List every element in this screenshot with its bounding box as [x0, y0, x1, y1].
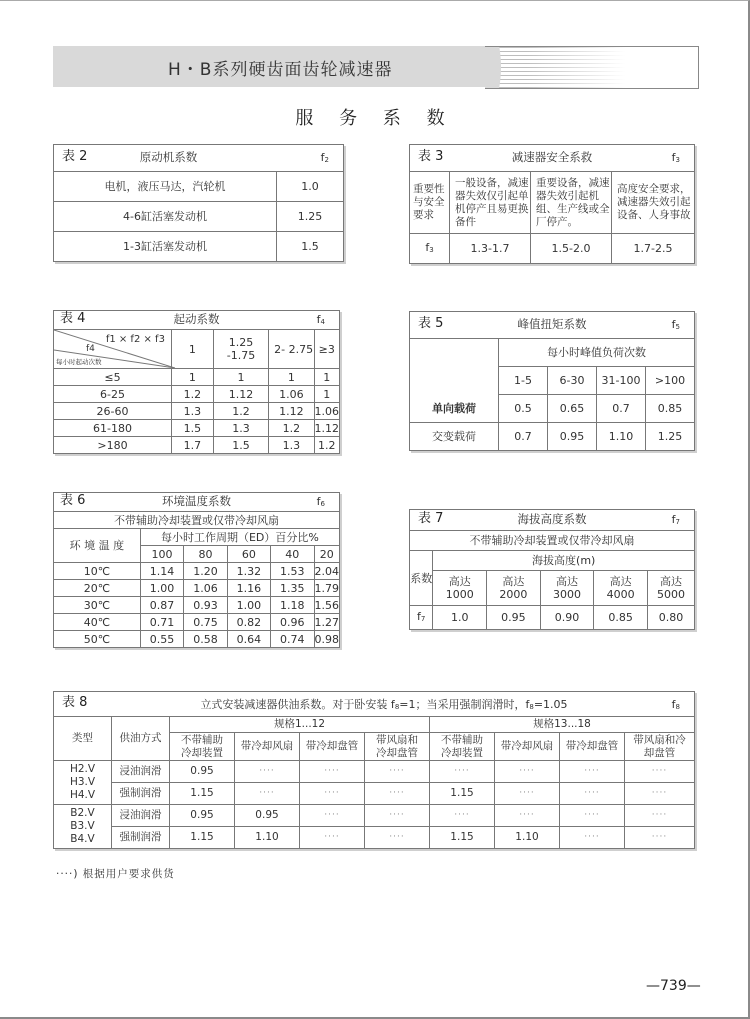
table-number: 表 6	[60, 493, 86, 508]
column-header: 带风扇和冷却盘管	[625, 733, 695, 761]
table-2	[53, 144, 344, 262]
cell: 0.65	[548, 395, 597, 423]
table-row	[54, 580, 340, 597]
table-row	[54, 563, 340, 580]
column-header: 6-30	[548, 367, 597, 395]
cell: ····	[300, 783, 365, 805]
row-value: 1.5	[277, 232, 344, 262]
type-cell: H2.V H3.V H4.V	[54, 761, 112, 805]
cell: 1	[314, 369, 340, 386]
cell: 2.04	[314, 564, 339, 578]
cell: 0.64	[227, 631, 270, 648]
cell: 1	[171, 369, 213, 386]
cell: 0.95	[170, 761, 235, 783]
row-label: 6-25	[54, 386, 172, 403]
table-row	[410, 395, 695, 423]
cell: 0.90	[540, 606, 594, 630]
cell: 1.5	[213, 437, 268, 454]
cell: 1.12	[314, 421, 339, 435]
banner-curve	[485, 46, 501, 89]
cell: 0.58	[184, 631, 227, 648]
cell: 0.95	[548, 423, 597, 451]
table-symbol: $f_8$	[671, 698, 680, 711]
oil-cell: 浸油润滑	[112, 761, 170, 783]
cell: ····	[625, 805, 695, 827]
column-header: 高达 5000	[648, 571, 695, 606]
cell: 1.10	[235, 827, 300, 849]
cell: 1	[269, 369, 314, 386]
cell: ····	[235, 761, 300, 783]
column-header: 1	[171, 330, 213, 369]
row-label: 交变载荷	[410, 423, 499, 451]
cell: ····	[560, 783, 625, 805]
value-cell: 1.5-2.0	[531, 234, 612, 264]
oil-cell: 强制润滑	[112, 783, 170, 805]
corner-mid-label: f4	[86, 344, 95, 354]
row-label: 20℃	[54, 580, 141, 597]
row-label: 10℃	[54, 563, 141, 580]
cell: ····	[625, 761, 695, 783]
banner-striped-panel	[485, 46, 699, 89]
column-header: 高达 1000	[433, 571, 487, 606]
column-header: 带冷却风扇	[495, 733, 560, 761]
table-row	[54, 761, 695, 783]
cell: ····	[365, 761, 430, 783]
table-row	[410, 606, 695, 630]
table-symbol: $f_5$	[671, 318, 680, 331]
cell: ····	[365, 827, 430, 849]
cell: 0.5	[499, 395, 548, 423]
type-cell: B2.V B3.V B4.V	[54, 805, 112, 849]
cell: 1.79	[314, 581, 339, 595]
table-row	[54, 420, 340, 437]
cell: 0.95	[170, 805, 235, 827]
cell: 1.15	[430, 827, 495, 849]
cell: 0.87	[140, 597, 183, 614]
category-cell: 一般设备，减速器失效仅引起单机停产且易更换备件	[450, 172, 531, 234]
cell: 0.71	[140, 614, 183, 631]
column-header: 高达 3000	[540, 571, 594, 606]
column-header-oil: 供油方式	[112, 717, 170, 761]
table-title: 峰值扭矩系数	[517, 317, 587, 331]
cell: ····	[560, 827, 625, 849]
row-label: 单向载荷	[410, 395, 499, 423]
row-label: 4-6缸活塞发动机	[54, 202, 277, 232]
table-number: 表 8	[62, 695, 88, 710]
cell: 0.7	[597, 395, 646, 423]
cell: 1.12	[213, 386, 268, 403]
value-cell: 1.7-2.5	[612, 234, 695, 264]
column-header: 高达 2000	[487, 571, 541, 606]
cell: 1.00	[227, 597, 270, 614]
cell: ····	[300, 827, 365, 849]
column-header: 高达 4000	[594, 571, 648, 606]
table-row	[54, 805, 695, 827]
cell: 0.75	[184, 614, 227, 631]
cell: 1.25	[646, 423, 695, 451]
cell: ····	[495, 761, 560, 783]
group-header: 海拔高度(m)	[433, 551, 695, 571]
corner-header	[54, 330, 171, 368]
table-row	[54, 202, 344, 232]
cell: ····	[625, 783, 695, 805]
cell: 1.56	[314, 598, 339, 612]
column-header: 1.25 -1.75	[213, 330, 268, 369]
cell: 0.82	[227, 614, 270, 631]
table-row	[54, 631, 340, 648]
cell: ····	[235, 783, 300, 805]
table-8	[53, 691, 695, 849]
table-row	[54, 403, 340, 420]
value-cell: 1.3-1.7	[450, 234, 531, 264]
cell: ····	[560, 761, 625, 783]
cell: ····	[365, 783, 430, 805]
cell: 1.53	[271, 563, 314, 580]
row-value: 1.0	[277, 172, 344, 202]
cell: 1.06	[314, 404, 339, 418]
table-symbol: $f_7$	[671, 513, 680, 526]
table-row	[54, 827, 695, 849]
table-number: 表 7	[418, 511, 444, 526]
corner-bottom-label: 每小时起动次数	[56, 358, 102, 366]
row-label: 40℃	[54, 614, 141, 631]
cell: 1.06	[184, 580, 227, 597]
group-header: 每小时工作周期（ED）百分比%	[140, 529, 339, 546]
table-title: 起动系数	[173, 312, 220, 326]
cell: 1.32	[227, 563, 270, 580]
table-row	[54, 597, 340, 614]
table-3	[409, 144, 695, 264]
column-header: ≥3	[314, 330, 340, 369]
row-header: 系数	[410, 551, 433, 606]
table-row	[54, 437, 340, 454]
cell: 0.95	[487, 606, 541, 630]
series-title: H・B系列硬齿面齿轮减速器	[168, 60, 393, 80]
row-label: 电机，液压马达，汽轮机	[54, 172, 277, 202]
cell: 1.10	[495, 827, 560, 849]
row-label: 30℃	[54, 597, 141, 614]
table-title: 原动机系数	[139, 150, 198, 164]
cell: 1.15	[170, 827, 235, 849]
value-label: $f_7$	[410, 606, 433, 630]
cell: 0.95	[235, 805, 300, 827]
table-number: 表 4	[60, 311, 86, 326]
table-subtitle: 不带辅助冷却装置或仅带冷却风扇	[410, 531, 695, 551]
table-symbol: $f_2$	[320, 151, 329, 164]
cell: 1.2	[314, 437, 340, 454]
cell: ····	[495, 783, 560, 805]
column-header: 20	[314, 546, 340, 563]
cell: ····	[430, 761, 495, 783]
page-number: —739—	[646, 978, 701, 994]
row-label: 26-60	[54, 403, 172, 420]
cell: 1.3	[213, 420, 268, 437]
cell: 0.96	[271, 614, 314, 631]
cell: 0.98	[314, 632, 339, 646]
cell: ····	[495, 805, 560, 827]
table-row	[54, 783, 695, 805]
row-label: ≤5	[54, 369, 172, 386]
table-6	[53, 492, 340, 648]
row-header: 环 境 温 度	[54, 529, 141, 563]
cell: 1.12	[269, 403, 314, 420]
cell: ····	[365, 805, 430, 827]
cell: ····	[300, 761, 365, 783]
cell: 1	[213, 369, 268, 386]
table-number: 表 3	[418, 149, 444, 164]
cell: 1.3	[269, 437, 314, 454]
row-label: >180	[54, 437, 172, 454]
header-banner	[53, 46, 698, 87]
oil-cell: 强制润滑	[112, 827, 170, 849]
cell: 0.93	[184, 597, 227, 614]
banner-stripes	[485, 47, 625, 88]
table-number: 表 5	[418, 316, 444, 331]
cell: 1.14	[140, 563, 183, 580]
column-header: 40	[271, 546, 314, 563]
table-symbol: $f_3$	[671, 151, 680, 164]
cell: ····	[625, 827, 695, 849]
row-label: 1-3缸活塞发动机	[54, 232, 277, 262]
row-value: 1.25	[277, 202, 344, 232]
table-symbol: $f_6$	[316, 495, 325, 508]
group-header: 每小时峰值负荷次数	[499, 339, 695, 367]
page-title: 服 务 系 数	[295, 108, 455, 129]
cell: 1.20	[184, 563, 227, 580]
table-symbol: $f_4$	[316, 313, 325, 326]
table-row	[54, 172, 344, 202]
cell: 0.55	[140, 631, 183, 648]
column-header: 带风扇和冷却盘管	[365, 733, 430, 761]
cell: 0.80	[648, 606, 695, 630]
cell: 1.2	[171, 386, 213, 403]
cell: 1.15	[430, 783, 495, 805]
table-7	[409, 509, 695, 630]
cell: 1.15	[170, 783, 235, 805]
cell: 0.85	[646, 395, 695, 423]
footnote: ····) 根据用户要求供货	[56, 868, 175, 880]
cell: ····	[430, 805, 495, 827]
table-row	[54, 386, 340, 403]
cell: 1.00	[140, 580, 183, 597]
cell: 1.35	[271, 580, 314, 597]
table-row	[410, 423, 695, 451]
cell: 0.7	[499, 423, 548, 451]
row-label: 61-180	[54, 420, 172, 437]
cell: 1.18	[271, 597, 314, 614]
column-header: 2- 2.75	[269, 330, 314, 369]
table-title: 环境温度系数	[162, 494, 231, 508]
table-5	[409, 311, 695, 451]
cell: 1.27	[314, 615, 339, 629]
cell: 1.10	[597, 423, 646, 451]
column-header: 不带辅助冷却装置	[170, 733, 235, 761]
corner-top-label: f1 × f2 × f3	[105, 334, 165, 345]
cell: ····	[300, 805, 365, 827]
cell: 1	[314, 386, 340, 403]
table-row	[54, 232, 344, 262]
cell: 1.7	[171, 437, 213, 454]
cell: 1.06	[269, 386, 314, 403]
cell: 1.3	[171, 403, 213, 420]
empty-corner	[410, 339, 499, 395]
column-header: 带冷却盘管	[300, 733, 365, 761]
column-header-type: 类型	[54, 717, 112, 761]
column-header: 60	[227, 546, 270, 563]
table-number: 表 2	[62, 149, 88, 164]
column-header: 80	[184, 546, 227, 563]
group-header: 规格13...18	[430, 717, 695, 733]
cell: 0.85	[594, 606, 648, 630]
category-cell: 重要设备，减速器失效引起机组、生产线或全厂停产。	[531, 172, 612, 234]
cell: 0.74	[271, 631, 314, 648]
value-label: $f_3$	[410, 234, 450, 264]
row-label: 50℃	[54, 631, 141, 648]
row-header: 重要性与安全要求	[410, 172, 450, 234]
table-row	[410, 234, 695, 264]
table-title: 减速器安全系救	[511, 150, 593, 164]
cell: 1.2	[269, 420, 314, 437]
column-header: 100	[140, 546, 183, 563]
category-cell: 高度安全要求，减速器失效引起设备、人身事故	[612, 172, 695, 234]
table-row	[54, 369, 340, 386]
column-header: >100	[646, 367, 695, 395]
table-subtitle: 不带辅助冷却装置或仅带冷却风扇	[54, 512, 340, 529]
cell: 1.16	[227, 580, 270, 597]
cell: 1.0	[433, 606, 487, 630]
cell: 1.5	[171, 420, 213, 437]
group-header: 规格1...12	[170, 717, 430, 733]
table-title: 立式安装减速器供油系数。对于卧安装 $f_8=1$；当采用强制润滑时，$f_8=1.05$	[200, 698, 568, 711]
oil-cell: 浸油润滑	[112, 805, 170, 827]
cell: 1.2	[213, 403, 268, 420]
column-header: 1-5	[499, 367, 548, 395]
table-4	[53, 310, 340, 454]
column-header: 31-100	[597, 367, 646, 395]
table-row	[54, 614, 340, 631]
column-header: 不带辅助冷却装置	[430, 733, 495, 761]
cell: ····	[560, 805, 625, 827]
column-header: 带冷却风扇	[235, 733, 300, 761]
table-title: 海拔高度系数	[517, 512, 587, 526]
column-header: 带冷却盘管	[560, 733, 625, 761]
